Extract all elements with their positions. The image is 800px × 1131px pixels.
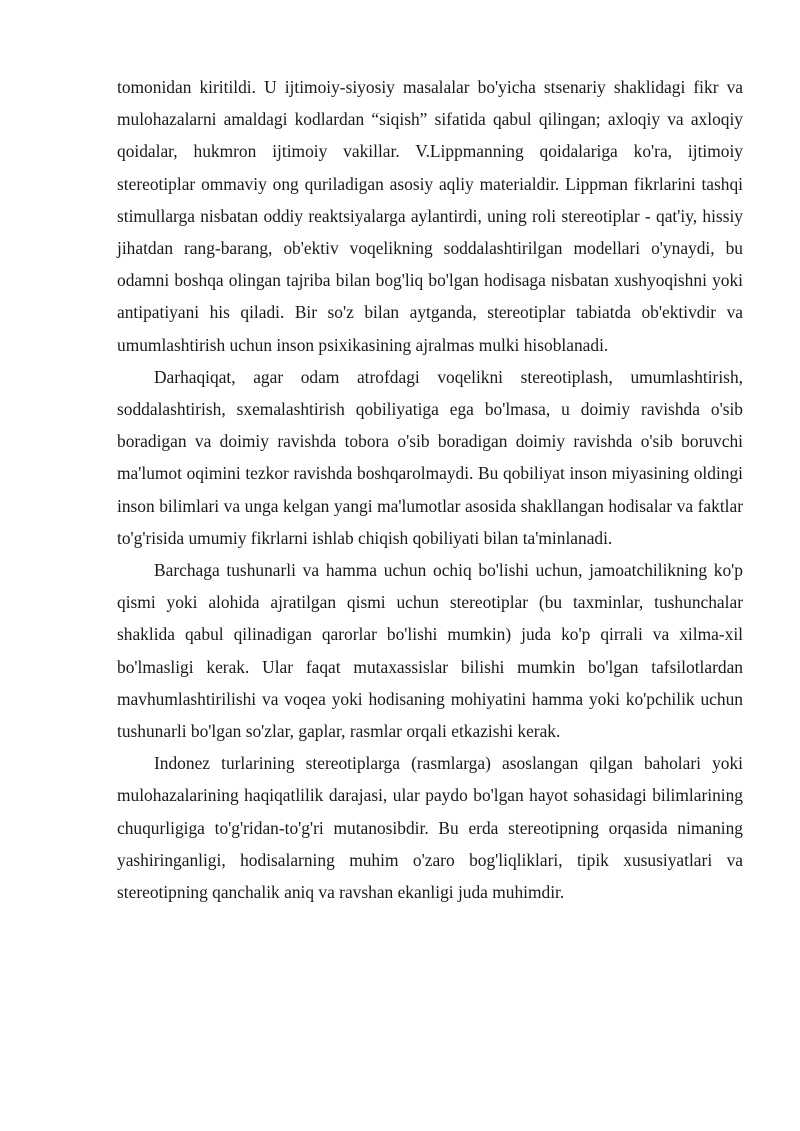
paragraph: Indonez turlarining stereotiplarga (rasmlarga) asoslangan qilgan baholari yoki mulohazalarining haqiqatlilik darajasi, ular paydo bo'lgan hayot sohasidagi bilimlarining chuqurligiga to'g'ridan-to'g'ri mutanosibdir. Bu erda stereotipning orqasida nimaning yashiringanligi, hodisalarning muhim o'zaro bog'liqliklari, tipik xususiyatlari va stereotipning qanchalik aniq va ravshan ekanligi juda muhimdir. [117,753,743,903]
paragraph: Darhaqiqat, agar odam atrofdagi voqelikni stereotiplash, umumlashtirish, soddalashtirish, sxemalashtirish qobiliyatiga ega bo'lmasa, u doimiy ravishda o'sib boradigan va doimiy ravishda tobora o'sib boradigan doimiy ravishda o'sib boruvchi ma'lumot oqimini tezkor ravishda boshqarolmaydi. Bu qobiliyat inson miyasining oldingi inson bilimlari va unga kelgan yangi ma'lumotlar asosida shakllangan hodisalar va faktlar to'g'risida umumiy fikrlarni ishlab chiqish qobiliyati bilan ta'minlanadi. [117,366,743,548]
paragraph: Barchaga tushunarli va hamma uchun ochiq bo'lishi uchun, jamoatchilikning ko'p qismi yoki alohida ajratilgan qismi uchun stereotiplar (bu taxminlar, tushunchalar shaklida qabul qilinadigan qarorlar bo'lishi mumkin) juda ko'p qirrali va xilma-xil bo'lmasligi kerak. Ular faqat mutaxassislar bilishi mumkin bo'lgan tafsilotlardan mavhumlashtirilishi va voqea yoki hodisaning mohiyatini hamma yoki ko'pchilik uchun tushunarli bo'lgan so'zlar, gaplar, rasmlar orqali etkazishi kerak. [117,560,743,742]
paragraph-continuation: tomonidan kiritildi. U ijtimoiy-siyosiy masalalar bo'yicha stsenariy shaklidagi fikr va mulohazalarni amaldagi kodlardan “siqish” sifatida qabul qilingan; axloqiy va axloqiy qoidalar, hukmron ijtimoiy vakillar. V.Lippmanning qoidalariga ko'ra, ijtimoiy stereotiplar ommaviy ong quriladigan asosiy aqliy materialdir. Lippman fikrlarini tashqi stimullarga nisbatan oddiy reaktsiyalarga aylantirdi, uning roli stereotiplar - qat'iy, hissiy jihatdan rang-barang, ob'ektiv voqelikning soddalashtirilgan modellari o'ynaydi, bu odamni boshqa olingan tajriba bilan bog'liq bo'lgan hodisaga nisbatan xushyoqishni yoki antipatiyani his qiladi. Bir so'z bilan aytganda, stereotiplar tabiatda ob'ektivdir va umumlashtirish uchun inson psixikasining ajralmas mulki hisoblanadi. [117,77,743,355]
body-text [117,71,743,908]
